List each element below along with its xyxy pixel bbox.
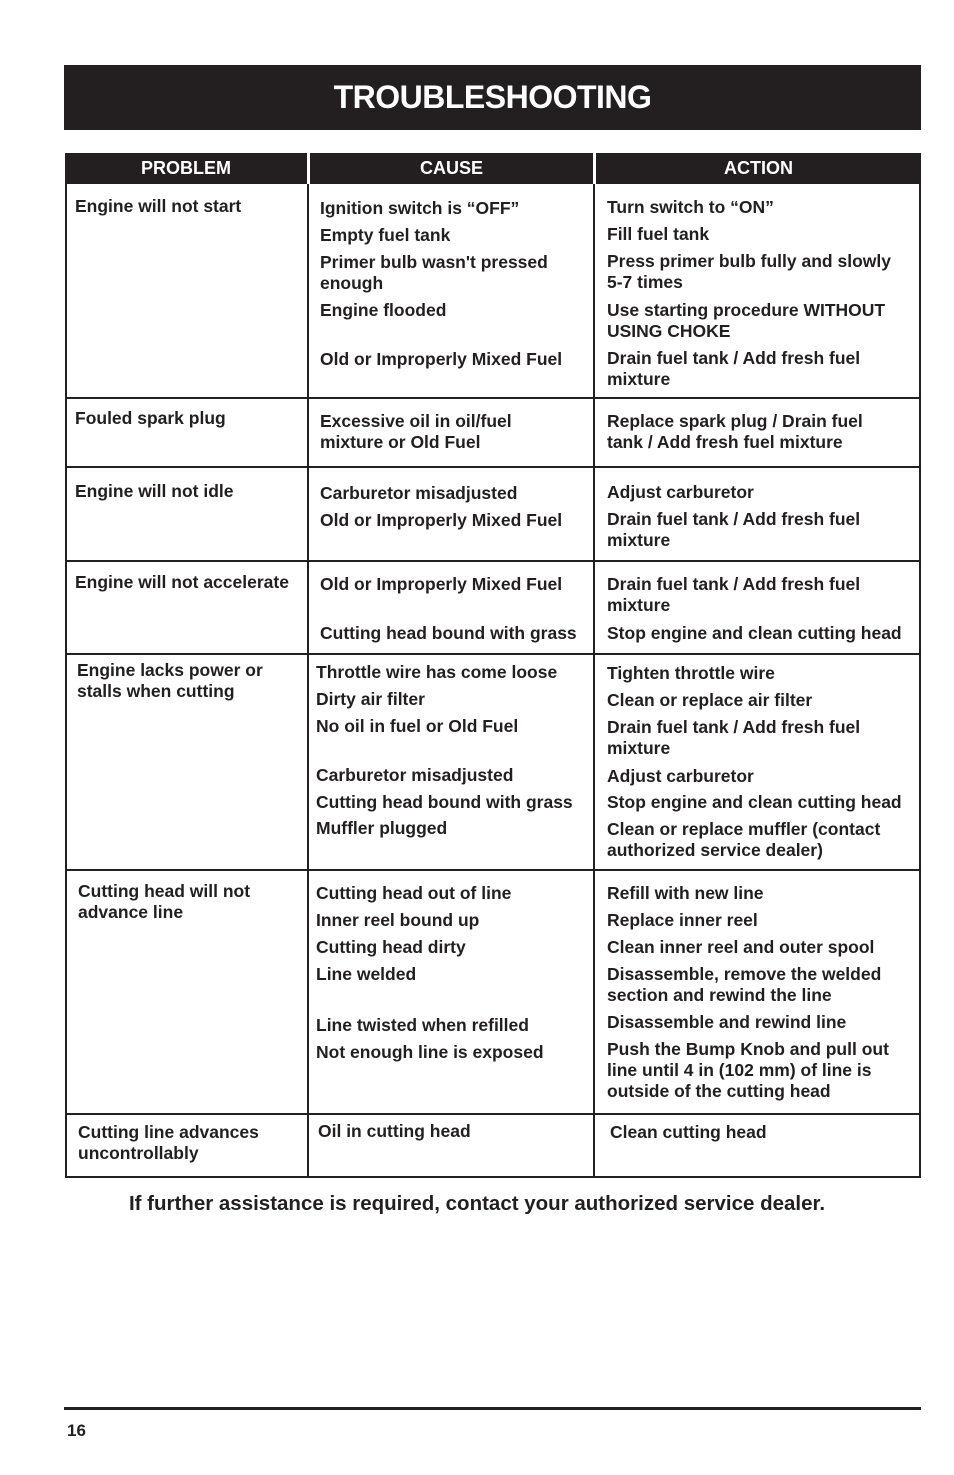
cause-item: Old or Improperly Mixed Fuel [320, 349, 563, 369]
action-item: Adjust carburetor [607, 766, 754, 786]
header-cause: CAUSE [307, 153, 593, 184]
cause-cell [307, 184, 595, 397]
table-row [65, 1115, 921, 1178]
action-item: Replace spark plug / Drain fuel tank / Add fresh fuel mixture [607, 411, 863, 452]
table-row [65, 468, 921, 562]
problem-text: Engine will not accelerate [75, 572, 289, 592]
action-item: Refill with new line [607, 883, 764, 903]
problem-cell [67, 184, 307, 397]
action-item: Clean or replace air filter [607, 690, 813, 710]
cause-cell [307, 655, 595, 869]
page-number: 16 [67, 1421, 86, 1440]
table-row [65, 655, 921, 871]
action-item: Clean inner reel and outer spool [607, 937, 875, 957]
cause-item: Oil in cutting head [318, 1121, 471, 1141]
action-cell [593, 184, 919, 397]
action-item: Drain fuel tank / Add fresh fuel mixture [607, 348, 861, 389]
problem-text: Cutting head will not advance line [78, 881, 251, 922]
footer-divider [64, 1407, 921, 1410]
action-item: Replace inner reel [607, 910, 758, 930]
problem-cell [67, 871, 307, 1113]
action-item: Clean or replace muffler (contact authorized service dealer) [607, 819, 881, 860]
cause-item: Throttle wire has come loose [316, 662, 558, 682]
action-item: Stop engine and clean cutting head [607, 623, 902, 643]
action-item: Turn switch to “ON” [607, 197, 774, 217]
problem-text: Fouled spark plug [75, 408, 226, 428]
problem-text: Engine will not idle [75, 481, 234, 501]
problem-cell [67, 1115, 307, 1176]
header-action: ACTION [593, 153, 921, 184]
cause-item: Cutting head bound with grass [316, 792, 573, 812]
action-item: Stop engine and clean cutting head [607, 792, 902, 812]
cause-item: Inner reel bound up [316, 910, 480, 930]
action-item: Adjust carburetor [607, 482, 754, 502]
cause-item: No oil in fuel or Old Fuel [316, 716, 519, 736]
table-row [65, 562, 921, 655]
table-row [65, 871, 921, 1115]
action-cell [593, 562, 919, 653]
title-bar [64, 65, 921, 130]
table-row [65, 399, 921, 468]
action-item: Drain fuel tank / Add fresh fuel mixture [607, 717, 861, 758]
problem-text: Engine will not start [75, 196, 242, 216]
action-item: Drain fuel tank / Add fresh fuel mixture [607, 574, 861, 615]
cause-item: Line welded [316, 964, 417, 984]
cause-item: Empty fuel tank [320, 225, 451, 245]
problem-cell [67, 655, 307, 869]
cause-cell [307, 399, 595, 466]
action-item: Disassemble, remove the welded section and rewind the line [607, 964, 882, 1005]
cause-item: Cutting head out of line [316, 883, 512, 903]
action-cell [593, 399, 919, 466]
action-item: Clean cutting head [610, 1122, 767, 1142]
assistance-note: If further assistance is required, contact your authorized service dealer. [128, 1192, 826, 1215]
cause-item: Old or Improperly Mixed Fuel [320, 510, 563, 530]
cause-cell [307, 1115, 595, 1176]
problem-cell [67, 399, 307, 466]
problem-cell [67, 468, 307, 560]
action-cell [593, 871, 919, 1113]
troubleshooting-table [65, 153, 921, 1178]
cause-item: Line twisted when refilled [316, 1015, 529, 1035]
cause-item: Cutting head bound with grass [320, 623, 577, 643]
cause-item: Excessive oil in oil/fuel mixture or Old Fuel [320, 411, 512, 452]
page-title: TROUBLESHOOTING [333, 79, 652, 115]
cause-item: Not enough line is exposed [316, 1042, 544, 1062]
cause-item: Cutting head dirty [316, 937, 466, 957]
table-header [65, 153, 921, 184]
header-problem: PROBLEM [65, 153, 307, 184]
action-item: Drain fuel tank / Add fresh fuel mixture [607, 509, 861, 550]
cause-cell [307, 871, 595, 1113]
cause-cell [307, 562, 595, 653]
problem-cell [67, 562, 307, 653]
action-item: Disassemble and rewind line [607, 1012, 847, 1032]
action-item: Push the Bump Knob and pull out line until 4 in (102 mm) of line is outside of the cutting head [607, 1039, 889, 1101]
action-cell [593, 1115, 919, 1176]
cause-item: Muffler plugged [316, 818, 448, 838]
action-item: Press primer bulb fully and slowly 5-7 times [607, 251, 891, 292]
action-cell [593, 655, 919, 869]
cause-cell [307, 468, 595, 560]
cause-item: Carburetor misadjusted [320, 483, 518, 503]
action-item: Use starting procedure WITHOUT USING CHOKE [607, 300, 886, 341]
action-item: Fill fuel tank [607, 224, 710, 244]
cause-item: Ignition switch is “OFF” [320, 198, 520, 218]
table-row [65, 184, 921, 399]
cause-item: Old or Improperly Mixed Fuel [320, 574, 563, 594]
cause-item: Dirty air filter [316, 689, 425, 709]
problem-text: Engine lacks power or stalls when cutting [77, 660, 263, 701]
problem-text: Cutting line advances uncontrollably [78, 1122, 259, 1163]
cause-item: Engine flooded [320, 300, 447, 320]
cause-item: Carburetor misadjusted [316, 765, 514, 785]
action-item: Tighten throttle wire [607, 663, 775, 683]
action-cell [593, 468, 919, 560]
cause-item: Primer bulb wasn't pressed enough [320, 252, 548, 293]
